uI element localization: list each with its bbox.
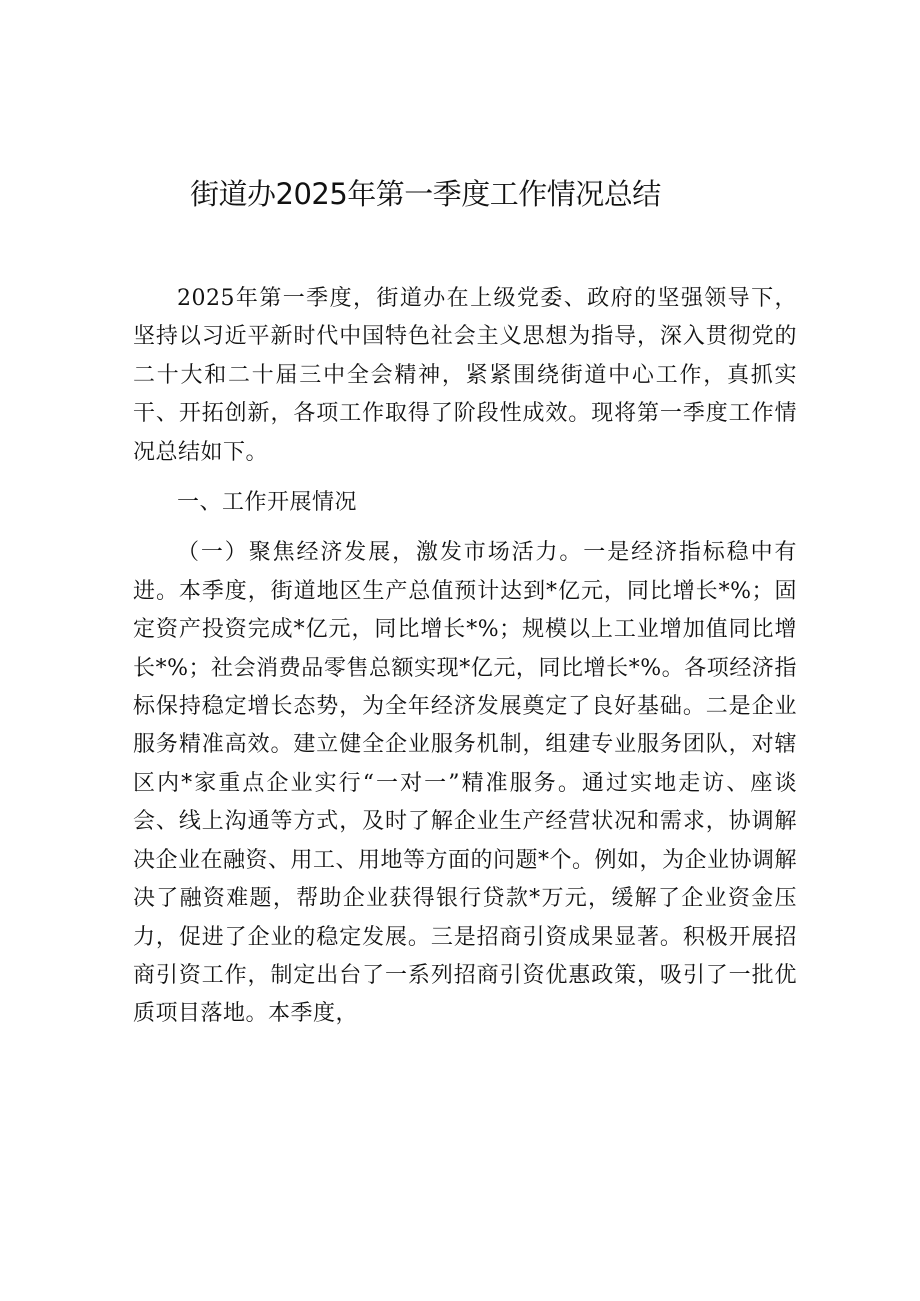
- intro-paragraph: 2025年第一季度，街道办在上级党委、政府的坚强领导下，坚持以习近平新时代中国特色社会主义思想为指导，深入贯彻党的二十大和二十届三中全会精神，紧紧围绕街道中心工作，真抓实干、开拓创新，各项工作取得了阶段性成效。现将第一季度工作情况总结如下。: [133, 286, 797, 465]
- section-heading: 一、工作开展情况: [177, 490, 358, 516]
- document-title: 街道办2025年第一季度工作情况总结: [190, 177, 661, 211]
- document-body: [133, 280, 797, 1034]
- section-1-paragraph: （一）聚焦经济发展，激发市场活力。一是经济指标稳中有进。本季度，街道地区生产总值预计达到*亿元，同比增长*%；固定资产投资完成*亿元，同比增长*%；规模以上工业增加值同比增长*%；社会消费品零售总额实现*亿元，同比增长*%。各项经济指标保持稳定增长态势，为全年经济发展奠定了良好基础。二是企业服务精准高效。建立健全企业服务机制，组建专业服务团队，对辖区内*家重点企业实行“一对一”精准服务。通过实地走访、座谈会、线上沟通等方式，及时了解企业生产经营状况和需求，协调解决企业在融资、用工、用地等方面的问题*个。例如，为企业协调解决了融资难题，帮助企业获得银行贷款*万元，缓解了企业资金压力，促进了企业的稳定发展。三是招商引资成果显著。积极开展招商引资工作，制定出台了一系列招商引资优惠政策，吸引了一批优质项目落地。本季度，: [133, 540, 798, 1027]
